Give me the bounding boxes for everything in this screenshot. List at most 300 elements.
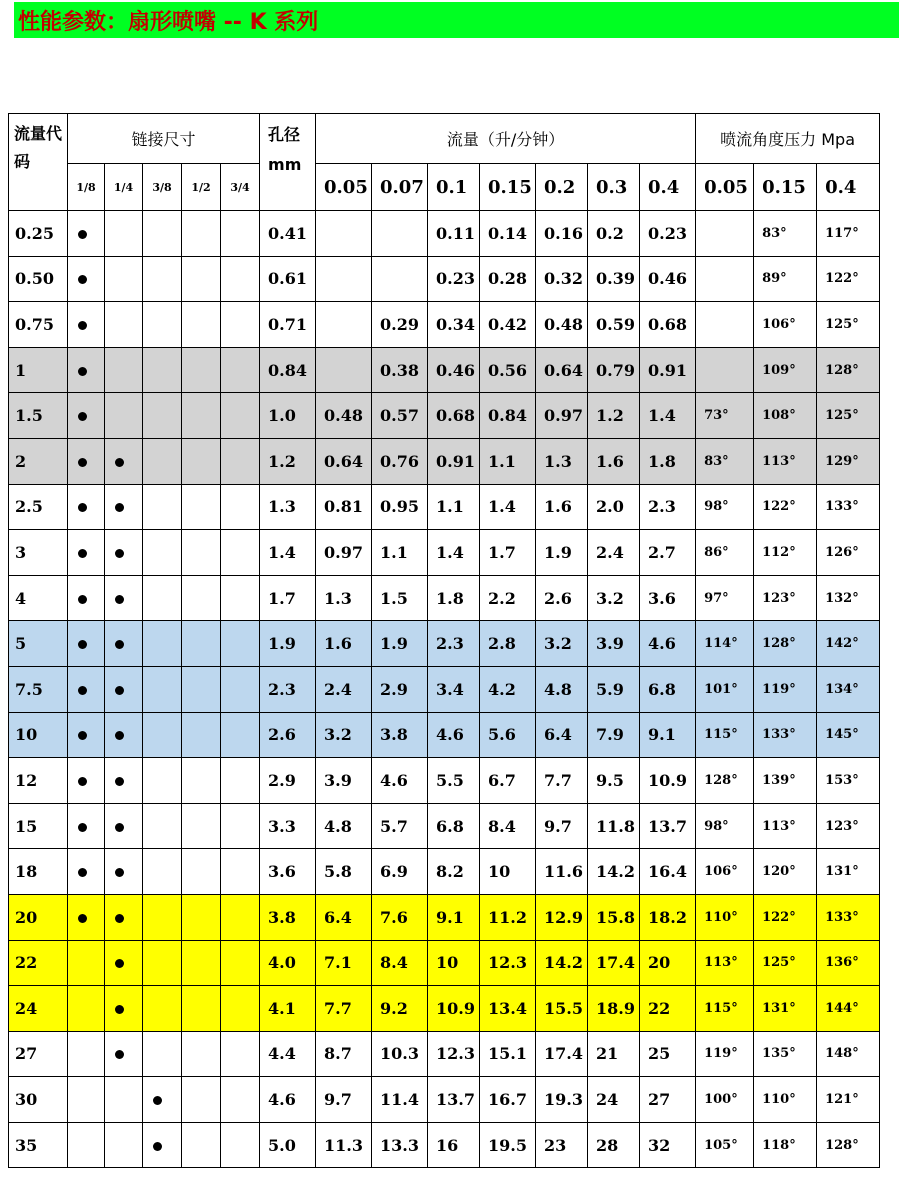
connection-size-cell — [68, 302, 105, 348]
flow-value-cell: 8.7 — [316, 1031, 372, 1077]
table-row — [9, 849, 880, 895]
available-dot-icon — [115, 823, 124, 832]
flow-value-cell: 1.4 — [640, 393, 696, 439]
orifice-cell: 0.61 — [260, 256, 316, 302]
flow-value-cell: 0.97 — [536, 393, 588, 439]
connection-size-cell — [182, 1077, 221, 1123]
flow-pressure-subheader: 0.07 — [372, 164, 428, 211]
connection-size-cell — [182, 530, 221, 576]
flow-value-cell: 13.3 — [372, 1122, 428, 1168]
spray-angle-cell: 122° — [754, 894, 817, 940]
flow-value-cell: 0.11 — [428, 211, 480, 257]
spray-angle-cell: 113° — [754, 803, 817, 849]
available-dot-icon — [115, 595, 124, 604]
flow-code-cell: 30 — [9, 1077, 68, 1123]
flow-value-cell: 13.7 — [428, 1077, 480, 1123]
flow-value-cell: 0.56 — [480, 347, 536, 393]
spray-angle-cell: 145° — [817, 712, 880, 758]
table-row — [9, 302, 880, 348]
flow-value-cell: 1.1 — [428, 484, 480, 530]
connection-size-cell — [221, 894, 260, 940]
flow-value-cell: 1.2 — [588, 393, 640, 439]
flow-value-cell: 6.4 — [316, 894, 372, 940]
flow-value-cell: 11.2 — [480, 894, 536, 940]
flow-value-cell: 0.28 — [480, 256, 536, 302]
table-row — [9, 438, 880, 484]
spray-angle-cell: 153° — [817, 758, 880, 804]
orifice-cell: 1.2 — [260, 438, 316, 484]
connection-size-cell — [105, 712, 143, 758]
available-dot-icon — [115, 914, 124, 923]
flow-pressure-subheader: 0.1 — [428, 164, 480, 211]
connection-size-cell — [143, 484, 182, 530]
available-dot-icon — [115, 1050, 124, 1059]
flow-value-cell: 9.1 — [428, 894, 480, 940]
flow-code-cell: 4 — [9, 575, 68, 621]
flow-value-cell: 9.2 — [372, 986, 428, 1032]
connection-size-cell — [68, 849, 105, 895]
connection-size-cell — [105, 894, 143, 940]
connection-size-cell — [182, 849, 221, 895]
flow-value-cell: 0.57 — [372, 393, 428, 439]
spray-angle-cell: 128° — [754, 621, 817, 667]
connection-size-cell — [105, 803, 143, 849]
flow-value-cell: 0.79 — [588, 347, 640, 393]
table-row — [9, 530, 880, 576]
flow-value-cell: 19.5 — [480, 1122, 536, 1168]
flow-pressure-subheader: 0.2 — [536, 164, 588, 211]
spray-angle-cell: 119° — [754, 666, 817, 712]
flow-value-cell: 11.4 — [372, 1077, 428, 1123]
connection-size-cell — [105, 1122, 143, 1168]
connection-size-cell — [221, 1122, 260, 1168]
connection-size-cell — [221, 1031, 260, 1077]
available-dot-icon — [115, 777, 124, 786]
connection-size-cell — [68, 393, 105, 439]
spray-angle-cell: 133° — [754, 712, 817, 758]
spray-angle-cell: 142° — [817, 621, 880, 667]
flow-code-cell: 3 — [9, 530, 68, 576]
connection-size-cell — [221, 530, 260, 576]
flow-value-cell: 25 — [640, 1031, 696, 1077]
flow-value-cell: 8.4 — [480, 803, 536, 849]
connection-size-cell — [68, 803, 105, 849]
flow-value-cell: 9.1 — [640, 712, 696, 758]
flow-value-cell: 2.4 — [588, 530, 640, 576]
flow-value-cell: 0.16 — [536, 211, 588, 257]
flow-value-cell: 0.46 — [640, 256, 696, 302]
flow-value-cell — [316, 347, 372, 393]
flow-code-cell: 12 — [9, 758, 68, 804]
connection-size-cell — [182, 894, 221, 940]
flow-value-cell: 12.9 — [536, 894, 588, 940]
connection-size-subheader: 1/2 — [182, 164, 221, 211]
flow-value-cell: 10.9 — [640, 758, 696, 804]
flow-value-cell: 3.2 — [536, 621, 588, 667]
available-dot-icon — [78, 686, 87, 695]
flow-value-cell: 10.3 — [372, 1031, 428, 1077]
flow-value-cell: 6.7 — [480, 758, 536, 804]
spray-angle-cell: 101° — [696, 666, 754, 712]
spray-angle-cell: 135° — [754, 1031, 817, 1077]
flow-value-cell: 8.4 — [372, 940, 428, 986]
flow-value-cell: 13.7 — [640, 803, 696, 849]
flow-value-cell: 21 — [588, 1031, 640, 1077]
flow-value-cell: 3.8 — [372, 712, 428, 758]
flow-value-cell: 1.7 — [480, 530, 536, 576]
flow-value-cell: 16.4 — [640, 849, 696, 895]
flow-value-cell: 27 — [640, 1077, 696, 1123]
table-row — [9, 621, 880, 667]
flow-value-cell: 28 — [588, 1122, 640, 1168]
flow-code-cell: 0.50 — [9, 256, 68, 302]
flow-code-cell: 24 — [9, 986, 68, 1032]
spray-angle-cell: 112° — [754, 530, 817, 576]
flow-value-cell: 7.7 — [536, 758, 588, 804]
flow-pressure-subheader: 0.05 — [316, 164, 372, 211]
connection-size-cell — [143, 712, 182, 758]
flow-value-cell — [316, 211, 372, 257]
flow-pressure-subheader: 0.3 — [588, 164, 640, 211]
flow-value-cell: 16.7 — [480, 1077, 536, 1123]
flow-value-cell: 4.8 — [316, 803, 372, 849]
connection-size-cell — [105, 302, 143, 348]
orifice-cell: 3.6 — [260, 849, 316, 895]
orifice-cell: 5.0 — [260, 1122, 316, 1168]
flow-value-cell: 0.23 — [640, 211, 696, 257]
table-row — [9, 484, 880, 530]
flow-header: 流量（升/分钟） — [316, 114, 696, 164]
flow-value-cell: 4.6 — [640, 621, 696, 667]
flow-value-cell: 1.6 — [536, 484, 588, 530]
flow-value-cell: 0.32 — [536, 256, 588, 302]
available-dot-icon — [115, 549, 124, 558]
available-dot-icon — [78, 640, 87, 649]
spray-angle-cell: 106° — [696, 849, 754, 895]
connection-size-cell — [68, 666, 105, 712]
connection-size-cell — [182, 256, 221, 302]
flow-value-cell: 3.6 — [640, 575, 696, 621]
orifice-cell: 4.1 — [260, 986, 316, 1032]
connection-size-cell — [143, 621, 182, 667]
flow-value-cell: 0.91 — [428, 438, 480, 484]
available-dot-icon — [153, 1096, 162, 1105]
connection-size-cell — [143, 1031, 182, 1077]
connection-size-cell — [68, 712, 105, 758]
flow-value-cell: 1.6 — [588, 438, 640, 484]
flow-value-cell: 0.48 — [316, 393, 372, 439]
connection-size-cell — [221, 575, 260, 621]
flow-value-cell: 13.4 — [480, 986, 536, 1032]
spray-angle-cell: 128° — [817, 347, 880, 393]
table-row — [9, 1031, 880, 1077]
flow-value-cell: 4.2 — [480, 666, 536, 712]
flow-value-cell: 5.7 — [372, 803, 428, 849]
table-row — [9, 758, 880, 804]
flow-value-cell: 24 — [588, 1077, 640, 1123]
flow-value-cell: 0.23 — [428, 256, 480, 302]
spray-angle-cell: 131° — [754, 986, 817, 1032]
flow-value-cell: 2.3 — [428, 621, 480, 667]
flow-value-cell: 0.97 — [316, 530, 372, 576]
table-body — [9, 211, 880, 1168]
connection-size-cell — [143, 347, 182, 393]
connection-size-subheader: 1/4 — [105, 164, 143, 211]
available-dot-icon — [78, 595, 87, 604]
spray-angle-cell: 139° — [754, 758, 817, 804]
spray-angle-cell: 105° — [696, 1122, 754, 1168]
table-row — [9, 666, 880, 712]
flow-value-cell: 0.29 — [372, 302, 428, 348]
connection-size-cell — [143, 575, 182, 621]
spray-angle-cell: 110° — [696, 894, 754, 940]
spray-angle-cell: 131° — [817, 849, 880, 895]
connection-size-cell — [221, 758, 260, 804]
flow-value-cell: 12.3 — [480, 940, 536, 986]
orifice-cell: 1.3 — [260, 484, 316, 530]
table-row — [9, 712, 880, 758]
flow-code-cell: 1.5 — [9, 393, 68, 439]
connection-size-cell — [143, 211, 182, 257]
spray-angle-cell: 115° — [696, 986, 754, 1032]
connection-size-cell — [221, 849, 260, 895]
connection-size-cell — [105, 1031, 143, 1077]
flow-value-cell: 1.8 — [640, 438, 696, 484]
flow-value-cell: 11.3 — [316, 1122, 372, 1168]
flow-code-cell: 22 — [9, 940, 68, 986]
connection-size-cell — [68, 530, 105, 576]
available-dot-icon — [115, 640, 124, 649]
spray-angle-cell: 113° — [696, 940, 754, 986]
flow-value-cell: 2.9 — [372, 666, 428, 712]
connection-size-cell — [182, 438, 221, 484]
spray-angle-cell: 97° — [696, 575, 754, 621]
orifice-cell: 2.9 — [260, 758, 316, 804]
available-dot-icon — [78, 230, 87, 239]
flow-value-cell: 0.84 — [480, 393, 536, 439]
connection-size-cell — [105, 940, 143, 986]
flow-code-cell: 2 — [9, 438, 68, 484]
flow-value-cell: 8.2 — [428, 849, 480, 895]
connection-size-cell — [182, 666, 221, 712]
orifice-cell: 2.3 — [260, 666, 316, 712]
flow-value-cell: 2.6 — [536, 575, 588, 621]
connection-size-cell — [143, 1077, 182, 1123]
orifice-cell: 1.0 — [260, 393, 316, 439]
connection-size-cell — [221, 940, 260, 986]
available-dot-icon — [115, 458, 124, 467]
flow-value-cell — [372, 211, 428, 257]
table-row — [9, 211, 880, 257]
flow-value-cell: 3.2 — [316, 712, 372, 758]
orifice-cell: 1.7 — [260, 575, 316, 621]
flow-value-cell: 1.1 — [372, 530, 428, 576]
spray-angle-cell: 109° — [754, 347, 817, 393]
spray-angle-cell: 123° — [817, 803, 880, 849]
flow-code-cell: 20 — [9, 894, 68, 940]
spray-angle-cell: 121° — [817, 1077, 880, 1123]
flow-code-cell: 0.75 — [9, 302, 68, 348]
flow-code-cell: 7.5 — [9, 666, 68, 712]
flow-value-cell: 5.5 — [428, 758, 480, 804]
connection-size-cell — [221, 621, 260, 667]
flow-value-cell: 0.39 — [588, 256, 640, 302]
flow-value-cell: 15.1 — [480, 1031, 536, 1077]
spray-angle-cell: 122° — [817, 256, 880, 302]
orifice-cell: 0.41 — [260, 211, 316, 257]
table-row — [9, 940, 880, 986]
connection-size-cell — [221, 666, 260, 712]
connection-size-cell — [105, 986, 143, 1032]
connection-size-cell — [143, 666, 182, 712]
flow-value-cell: 6.9 — [372, 849, 428, 895]
available-dot-icon — [78, 412, 87, 421]
spray-angle-cell: 113° — [754, 438, 817, 484]
flow-value-cell: 1.3 — [536, 438, 588, 484]
spray-angle-cell — [696, 211, 754, 257]
available-dot-icon — [115, 868, 124, 877]
orifice-cell: 1.4 — [260, 530, 316, 576]
available-dot-icon — [78, 868, 87, 877]
spray-angle-cell: 126° — [817, 530, 880, 576]
available-dot-icon — [115, 1005, 124, 1014]
spray-angle-cell: 117° — [817, 211, 880, 257]
orifice-cell: 3.8 — [260, 894, 316, 940]
connection-size-cell — [221, 484, 260, 530]
orifice-cell: 1.9 — [260, 621, 316, 667]
flow-value-cell: 17.4 — [536, 1031, 588, 1077]
connection-size-cell — [143, 803, 182, 849]
connection-size-cell — [68, 575, 105, 621]
available-dot-icon — [78, 367, 87, 376]
spray-angle-cell: 123° — [754, 575, 817, 621]
flow-value-cell: 0.38 — [372, 347, 428, 393]
available-dot-icon — [78, 777, 87, 786]
connection-size-cell — [68, 940, 105, 986]
flow-code-cell: 2.5 — [9, 484, 68, 530]
available-dot-icon — [78, 458, 87, 467]
flow-value-cell: 7.7 — [316, 986, 372, 1032]
spray-angle-cell: 110° — [754, 1077, 817, 1123]
connection-size-cell — [143, 302, 182, 348]
orifice-header-line2: mm — [268, 155, 302, 174]
flow-value-cell: 3.2 — [588, 575, 640, 621]
orifice-header-line1: 孔径 — [268, 125, 301, 144]
orifice-cell: 3.3 — [260, 803, 316, 849]
flow-value-cell: 0.64 — [316, 438, 372, 484]
connection-size-cell — [221, 712, 260, 758]
connection-size-cell — [221, 393, 260, 439]
connection-size-cell — [68, 484, 105, 530]
connection-size-cell — [182, 393, 221, 439]
connection-size-cell — [182, 1031, 221, 1077]
flow-value-cell: 15.5 — [536, 986, 588, 1032]
spray-angle-cell: 144° — [817, 986, 880, 1032]
flow-value-cell: 5.9 — [588, 666, 640, 712]
flow-value-cell: 5.8 — [316, 849, 372, 895]
flow-value-cell: 23 — [536, 1122, 588, 1168]
flow-value-cell: 9.7 — [536, 803, 588, 849]
spray-angle-cell: 128° — [696, 758, 754, 804]
flow-code-cell: 27 — [9, 1031, 68, 1077]
spray-angle-cell: 125° — [754, 940, 817, 986]
connection-size-cell — [143, 758, 182, 804]
connection-size-cell — [105, 438, 143, 484]
connection-size-cell — [143, 256, 182, 302]
connection-size-cell — [182, 986, 221, 1032]
spray-angle-cell: 118° — [754, 1122, 817, 1168]
flow-value-cell: 1.9 — [536, 530, 588, 576]
title-bar — [14, 2, 899, 38]
available-dot-icon — [78, 503, 87, 512]
table-row — [9, 256, 880, 302]
connection-size-cell — [105, 484, 143, 530]
flow-code-cell: 10 — [9, 712, 68, 758]
performance-table — [8, 113, 880, 1168]
connection-size-header: 链接尺寸 — [68, 114, 260, 164]
flow-value-cell: 0.34 — [428, 302, 480, 348]
flow-value-cell: 2.2 — [480, 575, 536, 621]
connection-size-cell — [221, 347, 260, 393]
table-row — [9, 393, 880, 439]
spray-angle-cell: 125° — [817, 393, 880, 439]
flow-value-cell: 1.9 — [372, 621, 428, 667]
flow-value-cell: 1.8 — [428, 575, 480, 621]
flow-value-cell: 6.4 — [536, 712, 588, 758]
connection-size-cell — [105, 621, 143, 667]
spray-angle-cell: 119° — [696, 1031, 754, 1077]
flow-value-cell: 10 — [428, 940, 480, 986]
flow-value-cell: 17.4 — [588, 940, 640, 986]
connection-size-cell — [221, 803, 260, 849]
connection-size-subheader: 3/8 — [143, 164, 182, 211]
connection-size-cell — [182, 621, 221, 667]
table-row — [9, 1077, 880, 1123]
flow-value-cell: 0.2 — [588, 211, 640, 257]
connection-size-cell — [182, 347, 221, 393]
spray-angle-cell: 89° — [754, 256, 817, 302]
angle-pressure-subheader: 0.15 — [754, 164, 817, 211]
table-row — [9, 347, 880, 393]
connection-size-cell — [105, 347, 143, 393]
connection-size-cell — [143, 940, 182, 986]
flow-value-cell: 0.59 — [588, 302, 640, 348]
flow-value-cell: 5.6 — [480, 712, 536, 758]
flow-value-cell: 7.9 — [588, 712, 640, 758]
spray-angle-cell: 108° — [754, 393, 817, 439]
spray-angle-cell: 148° — [817, 1031, 880, 1077]
flow-value-cell: 9.5 — [588, 758, 640, 804]
flow-value-cell — [372, 256, 428, 302]
spray-angle-cell: 122° — [754, 484, 817, 530]
flow-value-cell: 6.8 — [428, 803, 480, 849]
flow-value-cell: 12.3 — [428, 1031, 480, 1077]
connection-size-cell — [68, 758, 105, 804]
spray-angle-cell: 132° — [817, 575, 880, 621]
flow-value-cell — [316, 256, 372, 302]
flow-value-cell: 0.14 — [480, 211, 536, 257]
connection-size-subheader: 1/8 — [68, 164, 105, 211]
connection-size-cell — [105, 849, 143, 895]
flow-value-cell: 16 — [428, 1122, 480, 1168]
flow-code-cell: 35 — [9, 1122, 68, 1168]
flow-value-cell: 9.7 — [316, 1077, 372, 1123]
flow-value-cell: 32 — [640, 1122, 696, 1168]
flow-value-cell: 2.8 — [480, 621, 536, 667]
spray-angle-cell — [696, 256, 754, 302]
connection-size-cell — [143, 986, 182, 1032]
connection-size-cell — [182, 712, 221, 758]
